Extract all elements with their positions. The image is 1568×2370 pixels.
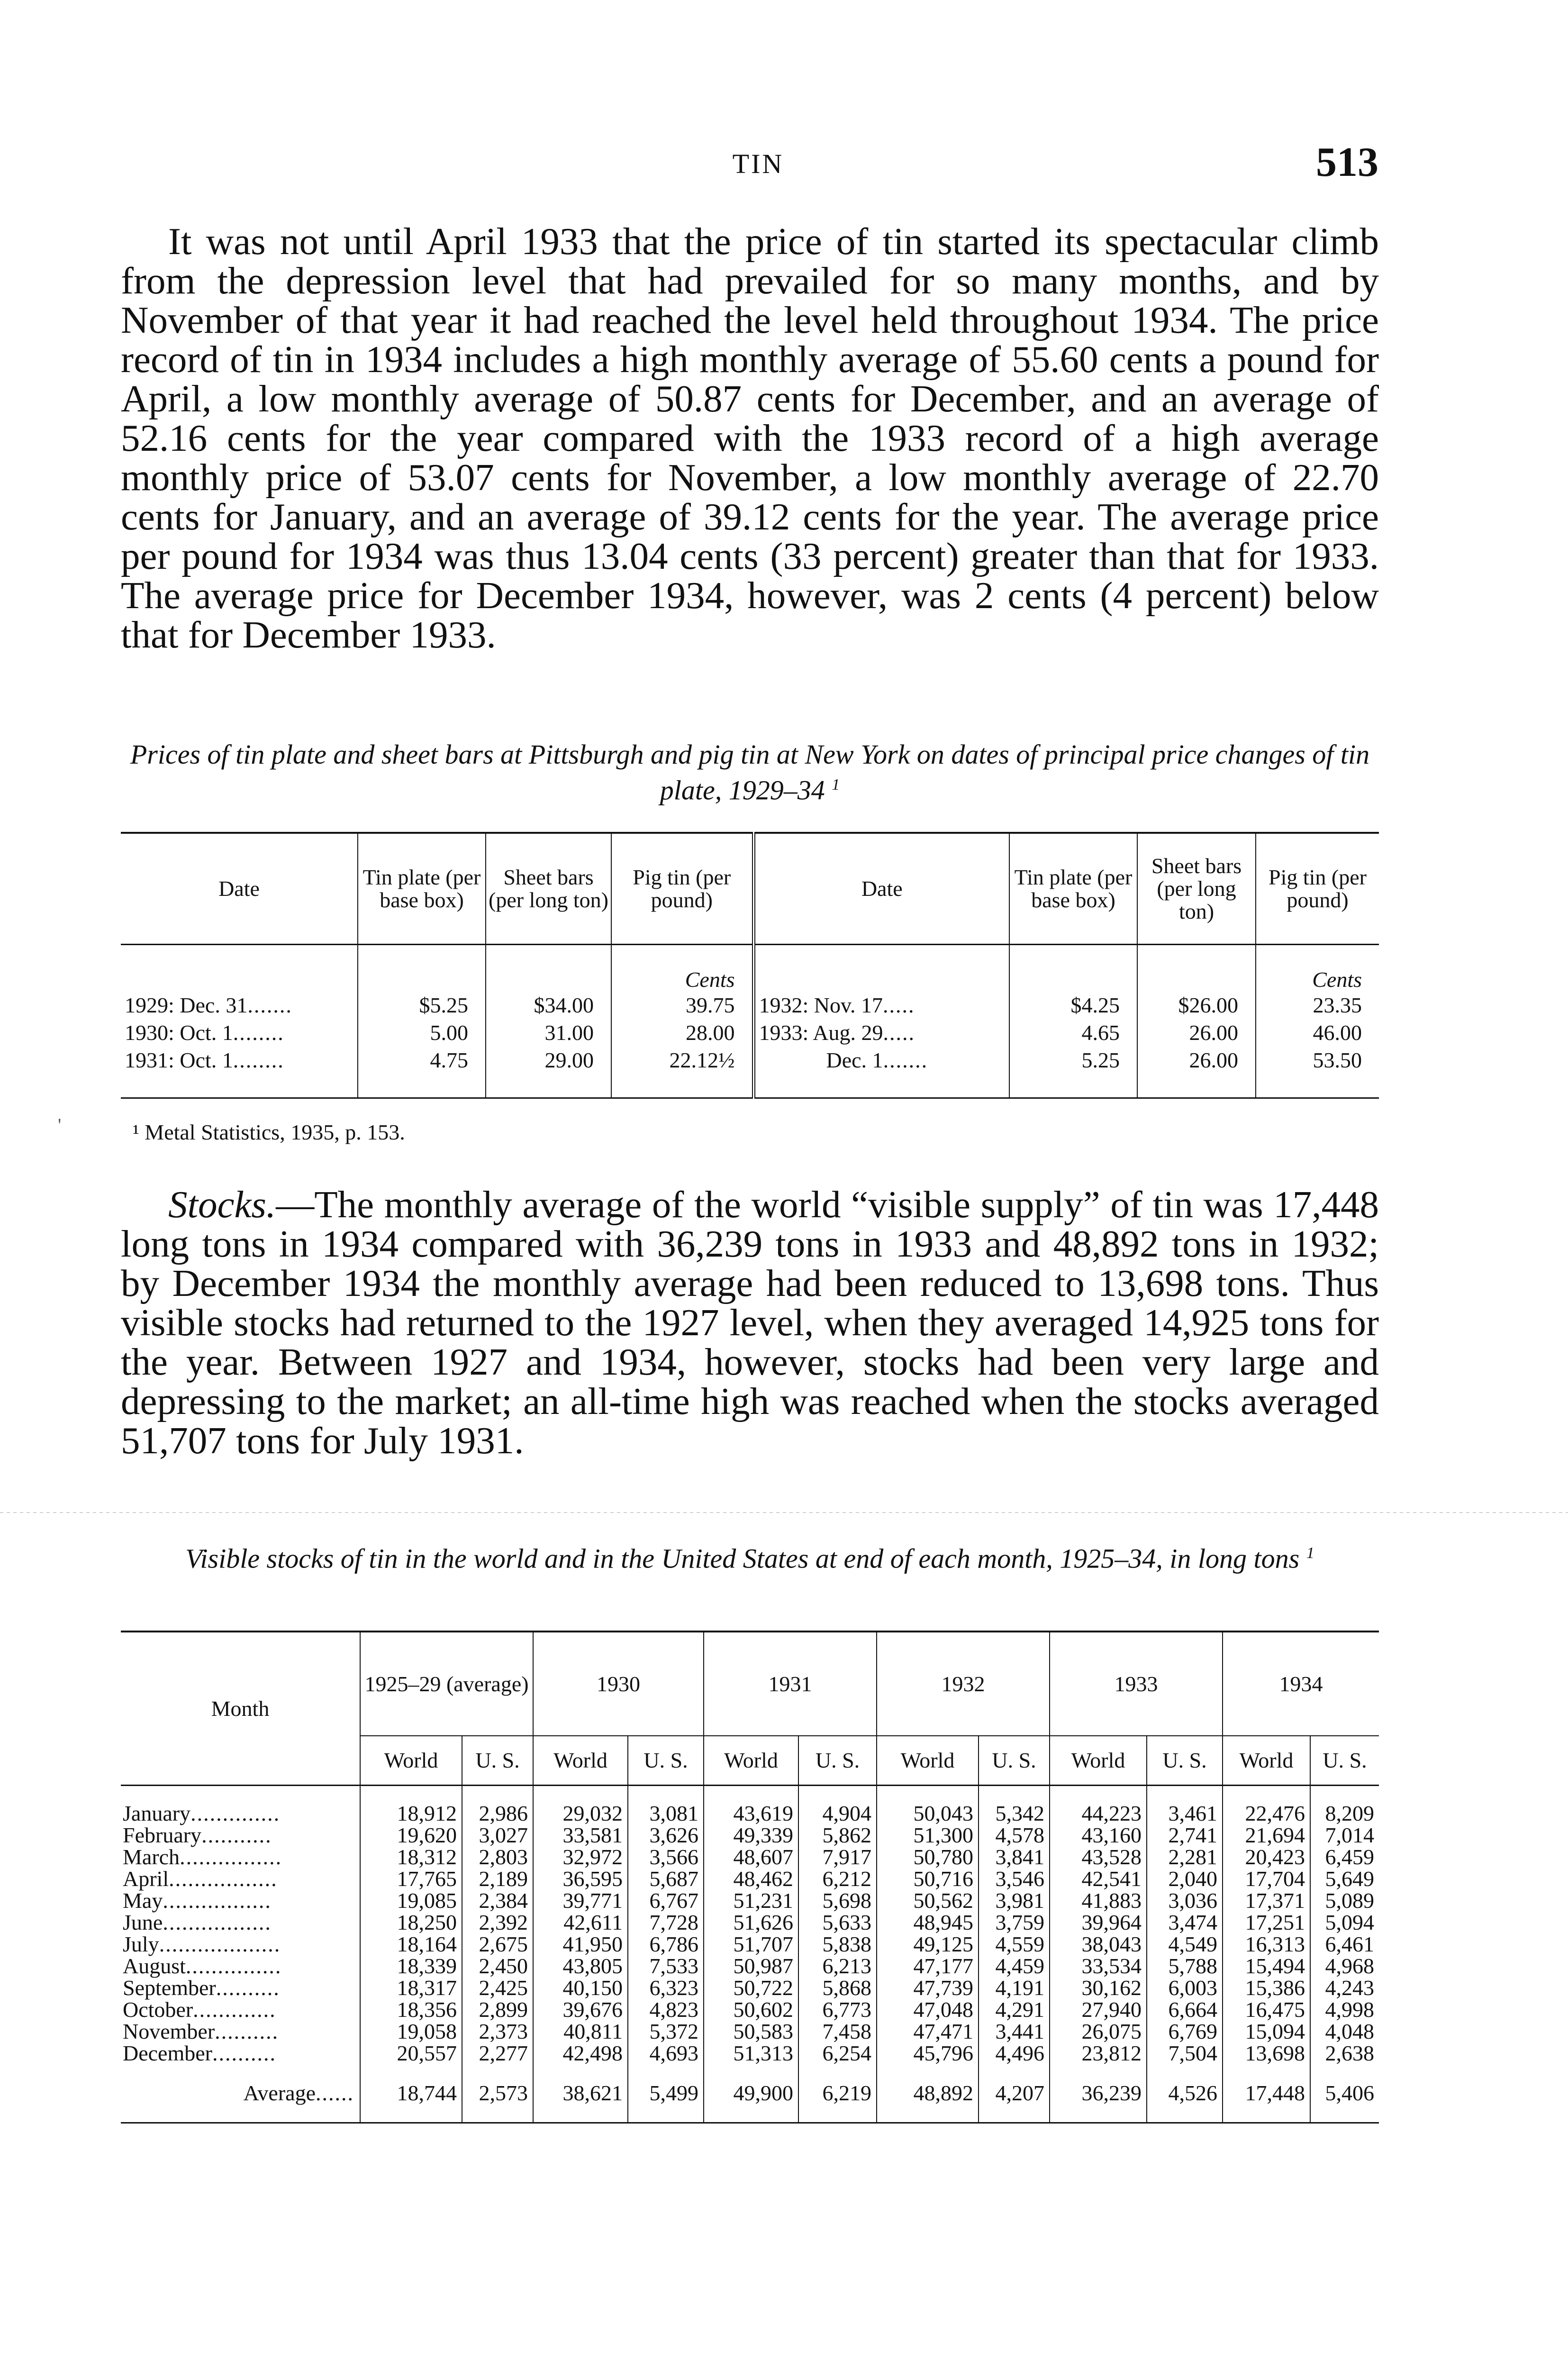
year-header: 1925–29 (average) (360, 1632, 533, 1736)
world-stock-cell: 15,494 (1223, 1955, 1310, 1977)
table-row: 1930: Oct. 1........ 5.00 31.00 28.00 1933: Aug. 29..... 4.65 26.00 46.00 (121, 1019, 1379, 1047)
world-stock-cell: 20,557 (360, 2042, 462, 2064)
tin-plate-cell: $4.25 (1009, 992, 1137, 1019)
us-stock-cell: 2,741 (1147, 1824, 1223, 1846)
us-stock-cell: 4,549 (1147, 1933, 1223, 1955)
world-stock-cell: 50,602 (704, 1999, 798, 2021)
us-stock-cell: 3,841 (979, 1846, 1050, 1868)
month-cell: December (123, 2041, 212, 2065)
us-stock-cell: 6,461 (1310, 1933, 1379, 1955)
world-stock-cell: 43,619 (704, 1786, 798, 1825)
year-header: 1930 (533, 1632, 704, 1736)
table-row: May................. 19,085 2,384 39,771 6,767 51,231 5,698 50,562 3,981 41,883 3,036 17,371 5,089 (121, 1890, 1379, 1912)
us-stock-cell: 8,209 (1310, 1786, 1379, 1825)
us-stock-cell: 5,342 (979, 1786, 1050, 1825)
us-stock-cell: 2,373 (462, 2021, 533, 2042)
world-stock-cell: 50,716 (877, 1868, 979, 1890)
scan-mark: ' (58, 1114, 62, 1136)
us-stock-cell: 6,664 (1147, 1999, 1223, 2021)
us-stock-cell: 5,406 (1310, 2064, 1379, 2123)
us-stock-cell: 6,786 (628, 1933, 704, 1955)
unit-label: Cents (1256, 945, 1379, 992)
year-header: 1932 (877, 1632, 1050, 1736)
month-cell: August (123, 1954, 186, 1978)
us-stock-cell: 4,968 (1310, 1955, 1379, 1977)
us-stock-cell: 4,823 (628, 1999, 704, 2021)
table-row: September.......... 18,317 2,425 40,150 6,323 50,722 5,868 47,739 4,191 30,162 6,003 15,386 4,243 (121, 1977, 1379, 1999)
us-stock-cell: 5,649 (1310, 1868, 1379, 1890)
table-row: December.......... 20,557 2,277 42,498 4,693 51,313 6,254 45,796 4,496 23,812 7,504 13,698 2,638 (121, 2042, 1379, 2064)
table-row: August............... 18,339 2,450 43,805 7,533 50,987 6,213 47,177 4,459 33,534 5,788 15,494 4,968 (121, 1955, 1379, 1977)
table-row: March................ 18,312 2,803 32,972 3,566 48,607 7,917 50,780 3,841 43,528 2,281 20,423 6,459 (121, 1846, 1379, 1868)
world-stock-cell: 42,541 (1050, 1868, 1147, 1890)
table1-caption-text: Prices of tin plate and sheet bars at Pittsburgh and pig tin at New York on dates of principal price changes of tin plate, 1929–34 (130, 739, 1370, 806)
sheet-bars-cell: $26.00 (1137, 992, 1256, 1019)
world-header: World (360, 1736, 462, 1786)
us-stock-cell: 4,559 (979, 1933, 1050, 1955)
us-stock-cell: 4,207 (979, 2064, 1050, 2123)
world-stock-cell: 22,476 (1223, 1786, 1310, 1825)
us-stock-cell: 2,277 (462, 2042, 533, 2064)
pig-tin-cell: 22.12½ (611, 1047, 753, 1098)
price-paragraph: It was not until April 1933 that the price of tin started its spectacular climb from the depression level that had prevailed for so many months, and by November of that year it had reached the level held throughout 1934. The price record of tin in 1934 includes a high monthly average of 55.60 cents a pound for April, a low monthly average of 50.87 cents for December, and an average of 52.16 cents for the year compared with the 1933 record of a high average monthly price of 53.07 cents for November, a low monthly average of 22.70 cents for January, and an average of 39.12 cents for the year. The average price per pound for 1934 was thus 13.04 cents (33 percent) greater than that for 1933. The average price for December 1934, however, was 2 cents (4 percent) below that for December 1933. (121, 220, 1379, 656)
us-stock-cell: 2,425 (462, 1977, 533, 1999)
us-stock-cell: 2,573 (462, 2064, 533, 2123)
world-stock-cell: 33,581 (533, 1824, 628, 1846)
world-stock-cell: 41,883 (1050, 1890, 1147, 1912)
world-stock-cell: 23,812 (1050, 2042, 1147, 2064)
tin-plate-cell: $5.25 (358, 992, 486, 1019)
pig-tin-cell: 23.35 (1256, 992, 1379, 1019)
world-stock-cell: 19,058 (360, 2021, 462, 2042)
us-stock-cell: 4,243 (1310, 1977, 1379, 1999)
tin-plate-cell: 4.65 (1009, 1019, 1137, 1047)
date-cell: 1929: Dec. 31 (125, 993, 248, 1017)
tin-plate-header: Tin plate (per base box) (358, 833, 486, 945)
world-stock-cell: 18,312 (360, 1846, 462, 1868)
average-label: Average (243, 2081, 316, 2105)
us-stock-cell: 5,089 (1310, 1890, 1379, 1912)
us-stock-cell: 5,499 (628, 2064, 704, 2123)
world-stock-cell: 43,528 (1050, 1846, 1147, 1868)
us-stock-cell: 4,496 (979, 2042, 1050, 2064)
us-header: U. S. (1310, 1736, 1379, 1786)
tin-plate-cell: 5.25 (1009, 1047, 1137, 1098)
stocks-lead: Stocks. (168, 1183, 276, 1226)
us-stock-cell: 7,504 (1147, 2042, 1223, 2064)
world-stock-cell: 36,595 (533, 1868, 628, 1890)
us-stock-cell: 2,675 (462, 1933, 533, 1955)
world-stock-cell: 49,900 (704, 2064, 798, 2123)
date-cell: 1930: Oct. 1 (125, 1021, 233, 1045)
table-row: 1931: Oct. 1........ 4.75 29.00 22.12½ Dec. 1....... 5.25 26.00 53.50 (121, 1047, 1379, 1098)
page-number: 513 (1316, 139, 1378, 185)
world-stock-cell: 18,744 (360, 2064, 462, 2123)
us-stock-cell: 7,014 (1310, 1824, 1379, 1846)
us-header: U. S. (462, 1736, 533, 1786)
world-stock-cell: 48,462 (704, 1868, 798, 1890)
table-row: April................. 17,765 2,189 36,595 5,687 48,462 6,212 50,716 3,546 42,541 2,040 17,704 5,649 (121, 1868, 1379, 1890)
world-stock-cell: 43,805 (533, 1955, 628, 1977)
month-cell: March (123, 1845, 180, 1869)
us-stock-cell: 6,459 (1310, 1846, 1379, 1868)
us-stock-cell: 3,566 (628, 1846, 704, 1868)
us-stock-cell: 4,998 (1310, 1999, 1379, 2021)
world-header: World (1050, 1736, 1147, 1786)
table-row: July................... 18,164 2,675 41,950 6,786 51,707 5,838 49,125 4,559 38,043 4,549 16,313 6,461 (121, 1933, 1379, 1955)
world-stock-cell: 36,239 (1050, 2064, 1147, 2123)
us-stock-cell: 2,281 (1147, 1846, 1223, 1868)
world-header: World (533, 1736, 628, 1786)
world-stock-cell: 19,620 (360, 1824, 462, 1846)
tin-plate-cell: 5.00 (358, 1019, 486, 1047)
average-row: Average...... 18,744 2,573 38,621 5,499 49,900 6,219 48,892 4,207 36,239 4,526 17,448 5,406 (121, 2064, 1379, 2123)
date-cell: Dec. 1 (826, 1048, 883, 1072)
date-cell: 1932: Nov. 17 (759, 993, 883, 1017)
us-stock-cell: 6,323 (628, 1977, 704, 1999)
pig-tin-cell: 46.00 (1256, 1019, 1379, 1047)
world-stock-cell: 15,386 (1223, 1977, 1310, 1999)
world-stock-cell: 27,940 (1050, 1999, 1147, 2021)
month-cell: January (123, 1801, 191, 1825)
us-stock-cell: 4,578 (979, 1824, 1050, 1846)
pig-tin-cell: 53.50 (1256, 1047, 1379, 1098)
us-stock-cell: 6,254 (798, 2042, 877, 2064)
world-stock-cell: 50,722 (704, 1977, 798, 1999)
us-stock-cell: 2,040 (1147, 1868, 1223, 1890)
pig-tin-header: Pig tin (per pound) (611, 833, 753, 945)
tin-stocks-table (121, 1631, 1379, 2124)
table1-caption (121, 739, 1379, 805)
month-cell: June (123, 1910, 163, 1934)
world-stock-cell: 43,160 (1050, 1824, 1147, 1846)
world-stock-cell: 49,125 (877, 1933, 979, 1955)
month-cell: February (123, 1823, 202, 1847)
world-stock-cell: 29,032 (533, 1786, 628, 1825)
world-stock-cell: 39,676 (533, 1999, 628, 2021)
world-stock-cell: 45,796 (877, 2042, 979, 2064)
us-stock-cell: 2,638 (1310, 2042, 1379, 2064)
us-stock-cell: 6,003 (1147, 1977, 1223, 1999)
us-stock-cell: 6,773 (798, 1999, 877, 2021)
date-header: Date (753, 833, 1009, 945)
table1-caption-ref: 1 (832, 776, 840, 793)
us-header: U. S. (1147, 1736, 1223, 1786)
sheet-bars-cell: $34.00 (486, 992, 611, 1019)
us-header: U. S. (798, 1736, 877, 1786)
world-stock-cell: 18,164 (360, 1933, 462, 1955)
sheet-bars-cell: 29.00 (486, 1047, 611, 1098)
world-stock-cell: 47,471 (877, 2021, 979, 2042)
divider (0, 1512, 1568, 1513)
date-header: Date (121, 833, 358, 945)
month-cell: May (123, 1888, 163, 1913)
world-stock-cell: 18,912 (360, 1786, 462, 1825)
world-stock-cell: 17,704 (1223, 1868, 1310, 1890)
world-stock-cell: 50,583 (704, 2021, 798, 2042)
world-stock-cell: 19,085 (360, 1890, 462, 1912)
world-stock-cell: 39,964 (1050, 1912, 1147, 1933)
world-stock-cell: 17,448 (1223, 2064, 1310, 2123)
world-header: World (877, 1736, 979, 1786)
date-cell: 1931: Oct. 1 (125, 1048, 233, 1072)
table-row: November.......... 19,058 2,373 40,811 5,372 50,583 7,458 47,471 3,441 26,075 6,769 15,094 4,048 (121, 2021, 1379, 2042)
world-stock-cell: 20,423 (1223, 1846, 1310, 1868)
month-cell: October (123, 1997, 193, 2022)
world-stock-cell: 38,043 (1050, 1933, 1147, 1955)
world-stock-cell: 51,626 (704, 1912, 798, 1933)
us-stock-cell: 3,626 (628, 1824, 704, 1846)
table2-caption-text: Visible stocks of tin in the world and in the United States at end of each month, 1925–34, in long tons (185, 1543, 1300, 1574)
world-stock-cell: 42,611 (533, 1912, 628, 1933)
world-stock-cell: 48,607 (704, 1846, 798, 1868)
us-stock-cell: 3,474 (1147, 1912, 1223, 1933)
world-stock-cell: 42,498 (533, 2042, 628, 2064)
world-stock-cell: 26,075 (1050, 2021, 1147, 2042)
us-stock-cell: 6,219 (798, 2064, 877, 2123)
world-stock-cell: 16,313 (1223, 1933, 1310, 1955)
world-stock-cell: 17,251 (1223, 1912, 1310, 1933)
pig-tin-cell: 39.75 (611, 992, 753, 1019)
us-stock-cell: 3,546 (979, 1868, 1050, 1890)
us-stock-cell: 5,633 (798, 1912, 877, 1933)
us-stock-cell: 4,693 (628, 2042, 704, 2064)
month-cell: September (123, 1976, 216, 2000)
world-stock-cell: 33,534 (1050, 1955, 1147, 1977)
world-stock-cell: 18,317 (360, 1977, 462, 1999)
tin-plate-cell: 4.75 (358, 1047, 486, 1098)
stocks-table-body (121, 1786, 1379, 2123)
us-stock-cell: 4,904 (798, 1786, 877, 1825)
table2-caption-ref: 1 (1306, 1544, 1314, 1562)
us-stock-cell: 5,862 (798, 1824, 877, 1846)
month-cell: July (123, 1932, 159, 1956)
us-stock-cell: 6,767 (628, 1890, 704, 1912)
us-header: U. S. (979, 1736, 1050, 1786)
world-stock-cell: 39,771 (533, 1890, 628, 1912)
date-cell: 1933: Aug. 29 (759, 1021, 883, 1045)
unit-label: Cents (611, 945, 753, 992)
year-header: 1934 (1223, 1632, 1379, 1736)
world-stock-cell: 38,621 (533, 2064, 628, 2123)
us-stock-cell: 5,838 (798, 1933, 877, 1955)
us-stock-cell: 4,526 (1147, 2064, 1223, 2123)
us-stock-cell: 4,191 (979, 1977, 1050, 1999)
table2-caption (121, 1538, 1379, 1574)
world-stock-cell: 50,780 (877, 1846, 979, 1868)
us-stock-cell: 3,759 (979, 1912, 1050, 1933)
us-stock-cell: 2,803 (462, 1846, 533, 1868)
table1-footnote: ¹ Metal Statistics, 1935, p. 153. (133, 1120, 405, 1144)
world-stock-cell: 13,698 (1223, 2042, 1310, 2064)
world-header: World (1223, 1736, 1310, 1786)
us-stock-cell: 5,868 (798, 1977, 877, 1999)
running-header: TIN (732, 148, 784, 179)
tin-plate-header: Tin plate (per base box) (1009, 833, 1137, 945)
world-stock-cell: 48,945 (877, 1912, 979, 1933)
table-row: 1929: Dec. 31....... $5.25 $34.00 39.75 1932: Nov. 17..... $4.25 $26.00 23.35 (121, 992, 1379, 1019)
us-stock-cell: 4,291 (979, 1999, 1050, 2021)
stocks-text: —The monthly average of the world “visible supply” of tin was 17,448 long tons in 1934 compared with 36,239 tons in 1933 and 48,892 tons in 1932; by December 1934 the monthly average had been reduced to 13,698 tons. Thus visible stocks had returned to the 1927 level, when they averaged 14,925 tons for the year. Between 1927 and 1934, however, stocks had been very large and depressing to the market; an all-time high was reached when the stocks averaged 51,707 tons for July 1931. (121, 1183, 1379, 1462)
world-stock-cell: 16,475 (1223, 1999, 1310, 2021)
world-stock-cell: 48,892 (877, 2064, 979, 2123)
table-row: June................. 18,250 2,392 42,611 7,728 51,626 5,633 48,945 3,759 39,964 3,474 17,251 5,094 (121, 1912, 1379, 1933)
world-stock-cell: 17,765 (360, 1868, 462, 1890)
world-stock-cell: 41,950 (533, 1933, 628, 1955)
world-stock-cell: 49,339 (704, 1824, 798, 1846)
world-stock-cell: 21,694 (1223, 1824, 1310, 1846)
us-stock-cell: 4,048 (1310, 2021, 1379, 2042)
us-stock-cell: 6,213 (798, 1955, 877, 1977)
sheet-bars-cell: 26.00 (1137, 1019, 1256, 1047)
sheet-bars-header: Sheet bars (per long ton) (1137, 833, 1256, 945)
us-stock-cell: 2,384 (462, 1890, 533, 1912)
us-stock-cell: 3,036 (1147, 1890, 1223, 1912)
us-stock-cell: 7,728 (628, 1912, 704, 1933)
world-stock-cell: 51,313 (704, 2042, 798, 2064)
world-stock-cell: 47,177 (877, 1955, 979, 1977)
us-stock-cell: 5,094 (1310, 1912, 1379, 1933)
sheet-bars-header: Sheet bars (per long ton) (486, 833, 611, 945)
us-header: U. S. (628, 1736, 704, 1786)
us-stock-cell: 7,458 (798, 2021, 877, 2042)
table-row: January.............. 18,912 2,986 29,032 3,081 43,619 4,904 50,043 5,342 44,223 3,461 22,476 8,209 (121, 1786, 1379, 1825)
us-stock-cell: 6,769 (1147, 2021, 1223, 2042)
us-stock-cell: 7,533 (628, 1955, 704, 1977)
pig-tin-header: Pig tin (per pound) (1256, 833, 1379, 945)
world-stock-cell: 30,162 (1050, 1977, 1147, 1999)
us-stock-cell: 5,698 (798, 1890, 877, 1912)
us-stock-cell: 3,461 (1147, 1786, 1223, 1825)
stocks-paragraph (121, 1185, 1379, 1460)
us-stock-cell: 6,212 (798, 1868, 877, 1890)
sheet-bars-cell: 26.00 (1137, 1047, 1256, 1098)
us-stock-cell: 3,027 (462, 1824, 533, 1846)
us-stock-cell: 2,392 (462, 1912, 533, 1933)
world-stock-cell: 51,707 (704, 1933, 798, 1955)
us-stock-cell: 5,788 (1147, 1955, 1223, 1977)
us-stock-cell: 3,081 (628, 1786, 704, 1825)
world-stock-cell: 18,356 (360, 1999, 462, 2021)
world-header: World (704, 1736, 798, 1786)
world-stock-cell: 50,562 (877, 1890, 979, 1912)
world-stock-cell: 51,231 (704, 1890, 798, 1912)
world-stock-cell: 51,300 (877, 1824, 979, 1846)
sheet-bars-cell: 31.00 (486, 1019, 611, 1047)
us-stock-cell: 4,459 (979, 1955, 1050, 1977)
world-stock-cell: 17,371 (1223, 1890, 1310, 1912)
us-stock-cell: 7,917 (798, 1846, 877, 1868)
tin-price-table (121, 832, 1379, 1099)
us-stock-cell: 2,189 (462, 1868, 533, 1890)
us-stock-cell: 5,372 (628, 2021, 704, 2042)
world-stock-cell: 15,094 (1223, 2021, 1310, 2042)
world-stock-cell: 40,811 (533, 2021, 628, 2042)
us-stock-cell: 2,450 (462, 1955, 533, 1977)
world-stock-cell: 40,150 (533, 1977, 628, 1999)
world-stock-cell: 44,223 (1050, 1786, 1147, 1825)
month-cell: April (123, 1867, 169, 1891)
world-stock-cell: 47,739 (877, 1977, 979, 1999)
world-stock-cell: 50,987 (704, 1955, 798, 1977)
world-stock-cell: 32,972 (533, 1846, 628, 1868)
table-row: October............. 18,356 2,899 39,676 4,823 50,602 6,773 47,048 4,291 27,940 6,664 16,475 4,998 (121, 1999, 1379, 2021)
month-header: Month (121, 1632, 360, 1786)
world-stock-cell: 18,250 (360, 1912, 462, 1933)
month-cell: November (123, 2019, 215, 2043)
year-header: 1933 (1050, 1632, 1223, 1736)
us-stock-cell: 5,687 (628, 1868, 704, 1890)
world-stock-cell: 50,043 (877, 1786, 979, 1825)
world-stock-cell: 47,048 (877, 1999, 979, 2021)
us-stock-cell: 2,986 (462, 1786, 533, 1825)
us-stock-cell: 2,899 (462, 1999, 533, 2021)
us-stock-cell: 3,981 (979, 1890, 1050, 1912)
year-header: 1931 (704, 1632, 877, 1736)
us-stock-cell: 3,441 (979, 2021, 1050, 2042)
pig-tin-cell: 28.00 (611, 1019, 753, 1047)
world-stock-cell: 18,339 (360, 1955, 462, 1977)
table-row: February........... 19,620 3,027 33,581 3,626 49,339 5,862 51,300 4,578 43,160 2,741 21,694 7,014 (121, 1824, 1379, 1846)
